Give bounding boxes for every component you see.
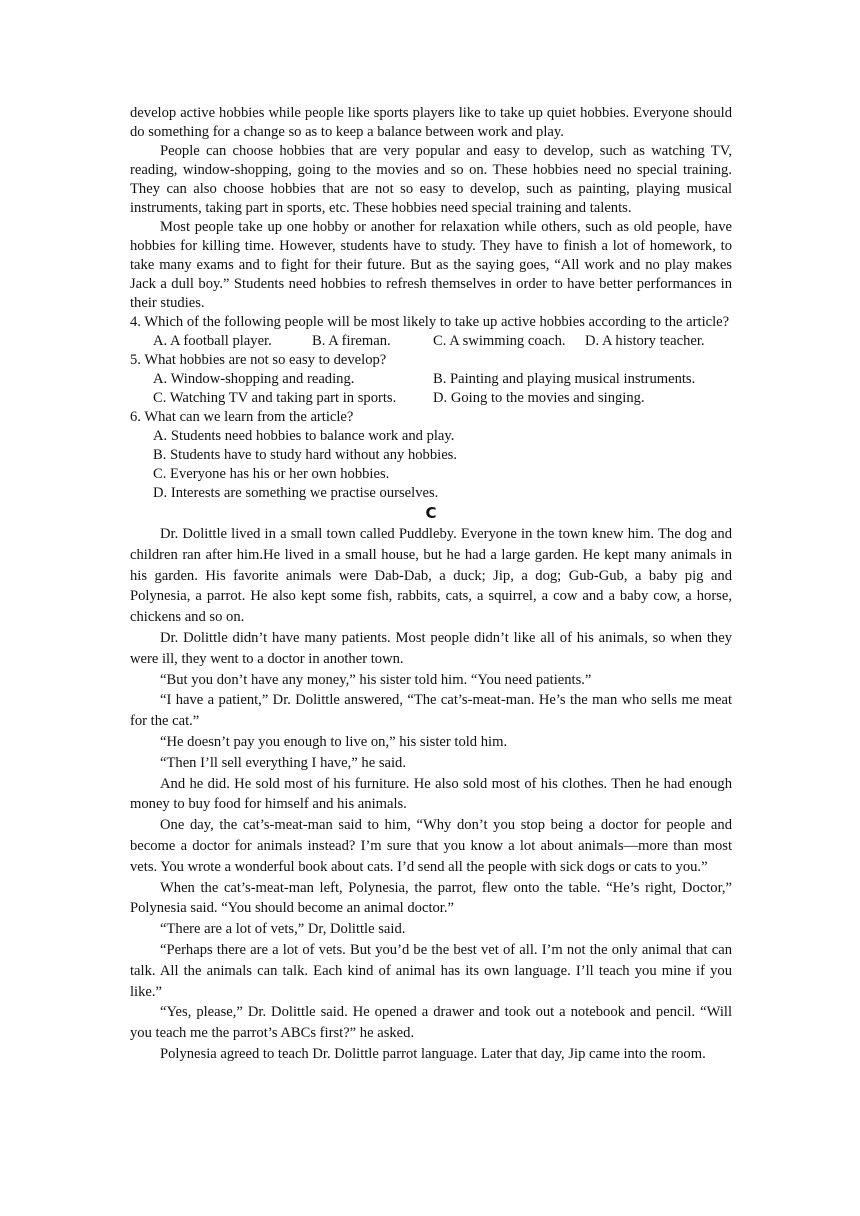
- option-d: D. A history teacher.: [585, 333, 705, 349]
- paragraph: When the cat’s-meat-man left, Polynesia, the parrot, flew onto the table. “He’s right, Doctor,” Polynesia said. “You should become an animal doctor.”: [130, 879, 732, 917]
- paragraph: “Perhaps there are a lot of vets. But you’d be the best vet of all. I’m not the only animal that can talk. All the animals can talk. Each kind of animal has its own language. I’ll teach you mine if you like.”: [130, 941, 732, 1000]
- paragraph: “There are a lot of vets,” Dr, Dolittle said.: [160, 921, 406, 938]
- paragraph: Most people take up one hobby or another for relaxation while others, such as old people, have hobbies for killing time. However, students have to study. They have to finish a lot of homework, to take many exams and to fight for their future. But as the saying goes, “All work and no play makes Jack a dull boy.” Students need hobbies to refresh themselves in order to have better performances in their studies.: [130, 219, 732, 311]
- option-b: B. Painting and playing musical instruments.: [433, 371, 696, 387]
- option-b: B. A fireman.: [312, 333, 391, 349]
- passage-c: [130, 524, 732, 1065]
- paragraph: One day, the cat’s-meat-man said to him, “Why don’t you stop being a doctor for people and become a doctor for animals instead? I’m sure that you know a lot about animals—more than most vets. You wrote a wonderful book about cats. I’d send all the people with sick dogs or cats to you.”: [130, 817, 732, 875]
- question-options: [153, 370, 732, 408]
- question-stem: 4. Which of the following people will be most likely to take up active hobbies according to the article?: [130, 314, 730, 330]
- option-c: C. A swimming coach.: [433, 333, 566, 349]
- option-c: C. Everyone has his or her own hobbies.: [153, 466, 390, 482]
- paragraph: develop active hobbies while people like sports players like to take up quiet hobbies. Everyone should do something for a change so as to keep a balance between work and play.: [130, 105, 732, 140]
- option-a: A. Students need hobbies to balance work and play.: [153, 428, 455, 444]
- question-5: [130, 351, 732, 408]
- question-options: [153, 332, 732, 351]
- paragraph: “Yes, please,” Dr. Dolittle said. He opened a drawer and took out a notebook and pencil. “Will you teach me the parrot’s ABCs first?” he asked.: [130, 1004, 732, 1042]
- paragraph: Polynesia agreed to teach Dr. Dolittle parrot language. Later that day, Jip came into the room.: [160, 1045, 706, 1062]
- paragraph: “Then I’ll sell everything I have,” he said.: [160, 754, 406, 771]
- page-content: [130, 104, 732, 1065]
- option-a: A. Window-shopping and reading.: [153, 371, 355, 387]
- paragraph: Dr. Dolittle didn’t have many patients. Most people didn’t like all of his animals, so when they were ill, they went to a doctor in another town.: [130, 629, 732, 667]
- option-d: D. Going to the movies and singing.: [433, 390, 645, 406]
- option-c: C. Watching TV and taking part in sports.: [153, 390, 397, 406]
- option-a: A. A football player.: [153, 333, 272, 349]
- question-4: [130, 313, 732, 351]
- paragraph: “He doesn’t pay you enough to live on,” his sister told him.: [160, 733, 508, 750]
- question-stem: 5. What hobbies are not so easy to develop?: [130, 352, 387, 368]
- option-b: B. Students have to study hard without any hobbies.: [153, 447, 458, 463]
- question-6: [130, 408, 732, 503]
- paragraph: “I have a patient,” Dr. Dolittle answered, “The cat’s-meat-man. He’s the man who sells me meat for the cat.”: [130, 692, 732, 730]
- option-d: D. Interests are something we practise ourselves.: [153, 485, 439, 501]
- question-stem: 6. What can we learn from the article?: [130, 409, 354, 425]
- paragraph: And he did. He sold most of his furniture. He also sold most of his clothes. Then he had enough money to buy food for himself and his animals.: [130, 775, 732, 813]
- passage-b: [130, 104, 732, 313]
- paragraph: Dr. Dolittle lived in a small town called Puddleby. Everyone in the town knew him. The dog and children ran after him.He lived in a small house, but he had a large garden. He kept many animals in his garden. His favorite animals were Dab-Dab, a duck; Jip, a dog; Gub-Gub, a baby pig and Polynesia, a parrot. He also kept some fish, rabbits, cats, a squirrel, a cow and a baby cow, a horse, chickens and so on.: [130, 526, 732, 626]
- section-heading: C: [425, 504, 437, 522]
- paragraph: People can choose hobbies that are very popular and easy to develop, such as watching TV, reading, window-shopping, going to the movies and so on. These hobbies need no special training. They can also choose hobbies that are not so easy to develop, such as painting, playing musical instruments, taking part in sports, etc. These hobbies need special training and talents.: [130, 143, 732, 216]
- paragraph: “But you don’t have any money,” his sister told him. “You need patients.”: [160, 671, 592, 688]
